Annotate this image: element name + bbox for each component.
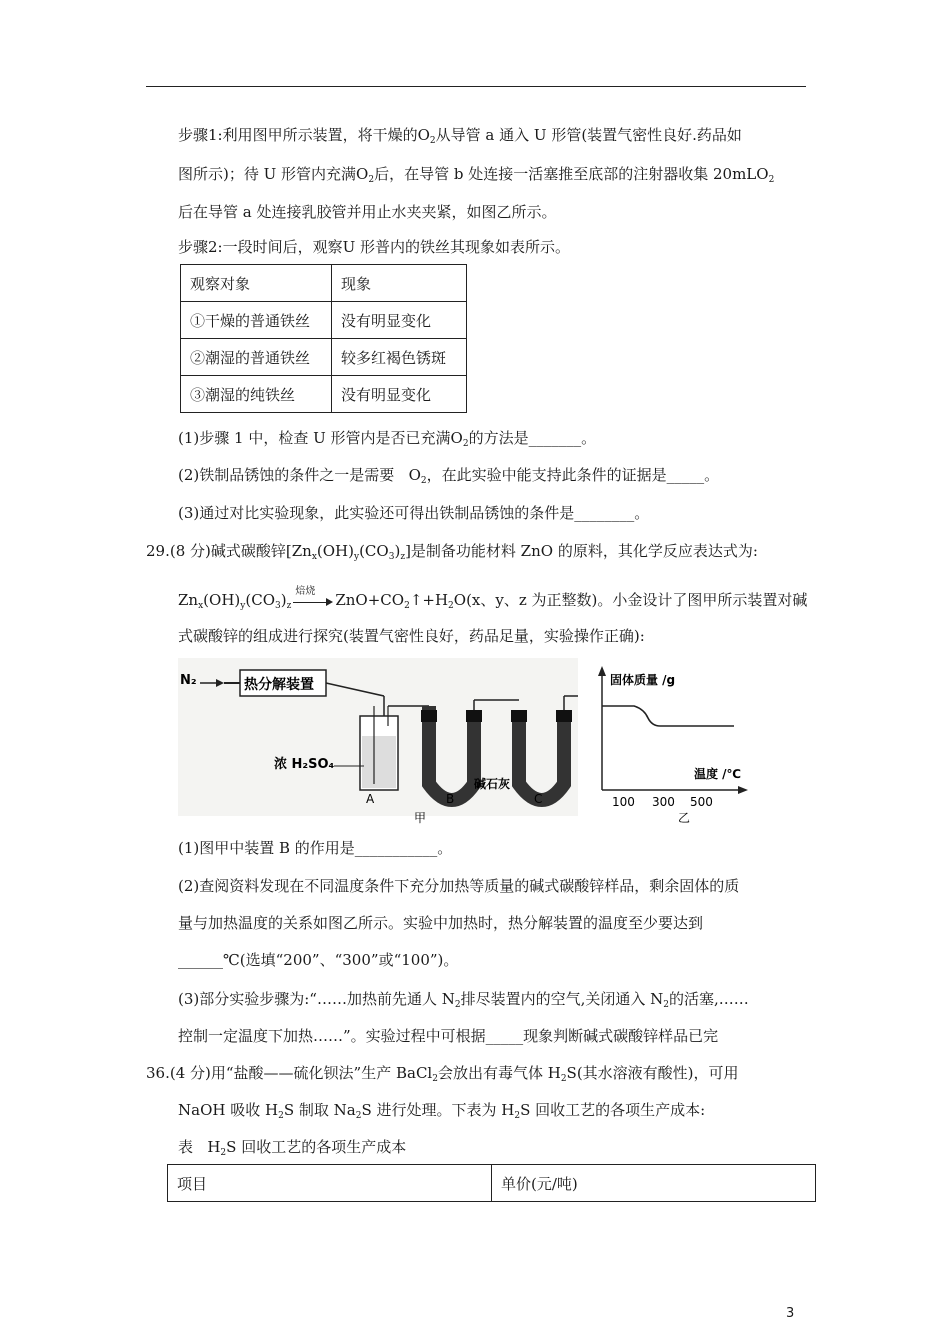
table-cell: ①干燥的普通铁丝	[181, 302, 332, 339]
figure-caption-yi: 乙	[678, 811, 691, 825]
q36-line2: NaOH 吸收 $H_2S$ 制取 $Na_2S$ 进行处理。下表为 $H_2S$ 回收工艺的各项生产成本:	[178, 1101, 706, 1121]
cost-table	[167, 1164, 816, 1202]
stopper	[421, 710, 437, 722]
header-rule	[146, 86, 806, 87]
mass-curve	[602, 706, 734, 726]
step2-text: 步骤2:一段时间后，观察U 形普内的铁丝其现象如表所示。	[178, 238, 571, 256]
table-cell: ②潮湿的普通铁丝	[181, 339, 332, 376]
stopper	[556, 710, 572, 722]
graph-ylabel: 固体质量 /g	[610, 673, 676, 687]
q29-part2-line1: (2)查阅资料发现在不同温度条件下充分加热等质量的碱式碳酸锌样品，剩余固体的质	[178, 877, 740, 895]
q29-part3-line1: (3)部分实验步骤为:“……加热前先通人 $N_2$排尽装置内的空气,关闭通入 $N_2$的活塞,……	[178, 990, 749, 1010]
table-header-row	[168, 1165, 816, 1202]
step1-line1: 步骤1:利用图甲所示装置，将干燥的$O_2$从导管 a 通入 U 形管(装置气密性良好.药品如	[178, 126, 742, 146]
observation-table	[180, 264, 467, 413]
table-row	[181, 339, 467, 376]
table-row	[181, 302, 467, 339]
q28-part3: (3)通过对比实验现象，此实验还可得出铁制品锈蚀的条件是________。	[178, 504, 650, 522]
q29-equation: $Zn_x(OH)_y(CO_3)_z$ 焙烧 $ZnO+CO_2↑+H_2O(x$、y、z 为正整数)。小金设计了图甲所示装置对碱	[178, 590, 807, 611]
label-a: A	[366, 792, 375, 806]
page-number: 3	[786, 1306, 795, 1321]
step1-line2: 图所示)；待 U 形管内充满$O_2$后，在导管 b 处连接一活塞推至底部的注射器收集 20mLO$_2$	[178, 165, 775, 185]
table-cell: 没有明显变化	[332, 376, 467, 413]
graph-xlabel: 温度 /℃	[694, 767, 742, 781]
table-header-cell: 项目	[168, 1165, 492, 1202]
stopper	[511, 710, 527, 722]
q29-part2-line3: ______℃(选填“200”、“300”或“100”)。	[178, 951, 459, 969]
reaction-arrow	[291, 586, 335, 611]
q36-line1: 36.(4 分)用“盐酸——硫化钡法”生产 BaCl$_2$会放出有毒气体 $H_2S$(其水溶液有酸性)，可用	[146, 1064, 739, 1084]
q29-part3-line2: 控制一定温度下加热……”。实验过程中可根据_____现象判断碱式碳酸锌样品已完	[178, 1027, 719, 1045]
acid-label: 浓 H₂SO₄	[274, 757, 335, 772]
q29-line3: 式碳酸锌的组成进行探究(装置气密性良好，药品足量，实验操作正确):	[178, 627, 645, 645]
q29-heading: 29.(8 分)碱式碳酸锌$[Zn_x(OH)_y(CO_3)_z]$是制备功能材料 ZnO 的原料，其化学反应表达式为:	[146, 542, 758, 562]
tick-label: 300	[652, 795, 675, 809]
tick-label: 100	[612, 795, 635, 809]
lime-label: 碱石灰	[474, 777, 511, 791]
tick-label: 500	[690, 795, 713, 809]
table-row	[181, 376, 467, 413]
arrow-label: 焙烧	[295, 586, 316, 597]
apparatus-figure	[174, 656, 584, 826]
label-c: C	[534, 792, 543, 806]
table-cell: 较多红褐色锈斑	[332, 339, 467, 376]
stopper	[466, 710, 482, 722]
table-cell: ③潮湿的纯铁丝	[181, 376, 332, 413]
table-header-cell: 单价(元/吨)	[492, 1165, 816, 1202]
acid-liquid	[362, 736, 396, 788]
table2-caption: 表 $H_2S$ 回收工艺的各项生产成本	[178, 1138, 407, 1158]
n2-label: N₂	[180, 673, 197, 688]
step1-line3: 后在导管 a 处连接乳胶管并用止水夹夹紧，如图乙所示。	[178, 203, 557, 221]
q28-part1: (1)步骤 1 中，检查 U 形管内是否已充满$O_2$的方法是_______。	[178, 429, 597, 449]
mass-temperature-graph	[594, 664, 754, 826]
q29-part2-line2: 量与加热温度的关系如图乙所示。实验中加热时，热分解装置的温度至少要达到	[178, 914, 704, 932]
table-header-cell: 现象	[332, 265, 467, 302]
q29-part1: (1)图甲中装置 B 的作用是___________。	[178, 839, 453, 857]
label-b: B	[446, 792, 455, 806]
figure-caption-jia: 甲	[414, 811, 427, 825]
heater-label: 热分解装置	[244, 677, 314, 693]
table-cell: 没有明显变化	[332, 302, 467, 339]
table-header-cell: 观察对象	[181, 265, 332, 302]
q28-part2: (2)铁制品锈蚀的条件之一是需要 $O_2$，在此实验中能支持此条件的证据是_____。	[178, 466, 720, 486]
table-header-row	[181, 265, 467, 302]
axis-arrow-icon	[598, 666, 606, 676]
axis-arrow-icon	[738, 786, 748, 794]
